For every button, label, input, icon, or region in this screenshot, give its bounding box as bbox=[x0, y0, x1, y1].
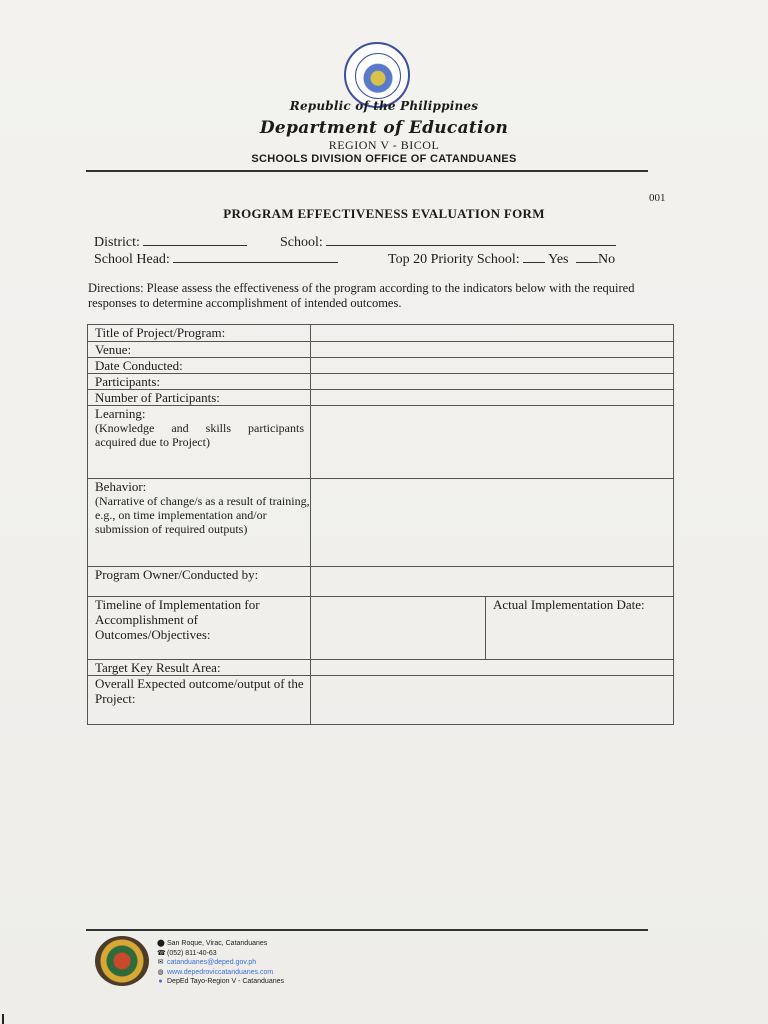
location-pin-icon: ⬤ bbox=[157, 940, 165, 948]
district-blank[interactable] bbox=[143, 233, 247, 246]
table-row bbox=[88, 390, 674, 406]
school-head-label: School Head: bbox=[94, 252, 170, 267]
footer-facebook: DepEd Tayo-Region V - Catanduanes bbox=[167, 978, 285, 985]
table-row bbox=[88, 660, 674, 676]
phone-icon: ☎ bbox=[157, 949, 166, 957]
evaluation-table bbox=[87, 324, 674, 725]
form-title: PROGRAM EFFECTIVENESS EVALUATION FORM bbox=[223, 206, 545, 221]
yes-label: Yes bbox=[548, 252, 569, 267]
behavior-label: Behavior: bbox=[95, 479, 147, 494]
table-row bbox=[88, 374, 674, 390]
kra-value-cell[interactable] bbox=[311, 660, 674, 676]
district-field bbox=[94, 233, 247, 251]
school-head-field bbox=[94, 250, 338, 268]
learning-value-cell[interactable] bbox=[311, 406, 674, 479]
date-value-cell[interactable] bbox=[311, 358, 674, 374]
kra-label: Target Key Result Area: bbox=[88, 660, 311, 676]
directions-text: Directions: Please assess the effectiveness of the program according to the indicators below with the required responses to determine accomplishment of intended outcomes. bbox=[88, 281, 635, 310]
division-heading: SCHOOLS DIVISION OFFICE OF CATANDUANES bbox=[251, 153, 517, 165]
scan-edge-mark bbox=[2, 1014, 4, 1024]
num-participants-value-cell[interactable] bbox=[311, 390, 674, 406]
behavior-cell bbox=[88, 479, 311, 567]
actual-date-cell[interactable] bbox=[486, 597, 674, 660]
actual-date-label: Actual Implementation Date: bbox=[493, 597, 645, 612]
yes-blank[interactable] bbox=[523, 250, 545, 263]
table-row bbox=[88, 358, 674, 374]
venue-label: Venue: bbox=[88, 342, 311, 358]
table-row bbox=[88, 406, 674, 479]
footer-email[interactable]: catanduanes@deped.gov.ph bbox=[167, 959, 257, 966]
department-heading: Department of Education bbox=[259, 118, 509, 138]
learning-description: (Knowledge and skills participants acquired due to Project) bbox=[95, 421, 304, 449]
region-heading: REGION V - BICOL bbox=[328, 138, 440, 152]
top20-label: Top 20 Priority School: bbox=[388, 252, 520, 267]
footer-address: San Roque, Virac, Catanduanes bbox=[167, 940, 268, 947]
title-value-cell[interactable] bbox=[311, 325, 674, 342]
school-label: School: bbox=[280, 235, 323, 250]
participants-value-cell[interactable] bbox=[311, 374, 674, 390]
owner-label: Program Owner/Conducted by: bbox=[88, 567, 311, 597]
form-number: 001 bbox=[649, 192, 666, 204]
behavior-value-cell[interactable] bbox=[311, 479, 674, 567]
behavior-description: (Narrative of change/s as a result of training, e.g., on time implementation and/or submission of required outputs) bbox=[95, 494, 310, 536]
title-label: Title of Project/Program: bbox=[88, 325, 311, 342]
learning-cell bbox=[88, 406, 311, 479]
table-row bbox=[88, 479, 674, 567]
table-row bbox=[88, 325, 674, 342]
republic-heading: Republic of the Philippines bbox=[289, 99, 479, 113]
school-head-blank[interactable] bbox=[173, 250, 338, 263]
header-divider bbox=[86, 170, 648, 172]
outcome-value-cell[interactable] bbox=[311, 676, 674, 725]
school-field bbox=[280, 233, 616, 251]
timeline-label: Timeline of Implementation for Accomplishment of Outcomes/Objectives: bbox=[88, 597, 311, 660]
date-label: Date Conducted: bbox=[88, 358, 311, 374]
table-row bbox=[88, 342, 674, 358]
footer-divider bbox=[86, 929, 648, 931]
no-label: No bbox=[598, 252, 616, 267]
learning-label: Learning: bbox=[95, 406, 146, 421]
facebook-icon: ● bbox=[158, 978, 163, 986]
table-row bbox=[88, 597, 674, 660]
num-participants-label: Number of Participants: bbox=[88, 390, 311, 406]
venue-value-cell[interactable] bbox=[311, 342, 674, 358]
top20-field bbox=[388, 250, 615, 268]
no-blank[interactable] bbox=[576, 250, 598, 263]
table-row bbox=[88, 676, 674, 725]
school-blank[interactable] bbox=[326, 233, 616, 246]
footer-contact bbox=[157, 939, 284, 987]
footer-phone: (052) 811-40-63 bbox=[167, 949, 217, 957]
globe-icon: ◍ bbox=[157, 968, 164, 976]
timeline-value-cell[interactable] bbox=[311, 597, 486, 660]
outcome-label: Overall Expected outcome/output of the Project: bbox=[88, 676, 311, 725]
division-seal-logo bbox=[95, 936, 149, 986]
participants-label: Participants: bbox=[88, 374, 311, 390]
table-row bbox=[88, 567, 674, 597]
owner-value-cell[interactable] bbox=[311, 567, 674, 597]
district-label: District: bbox=[94, 235, 140, 250]
footer-website[interactable]: www.depedroviccatanduanes.com bbox=[167, 968, 274, 976]
email-icon: ✉ bbox=[157, 959, 164, 967]
